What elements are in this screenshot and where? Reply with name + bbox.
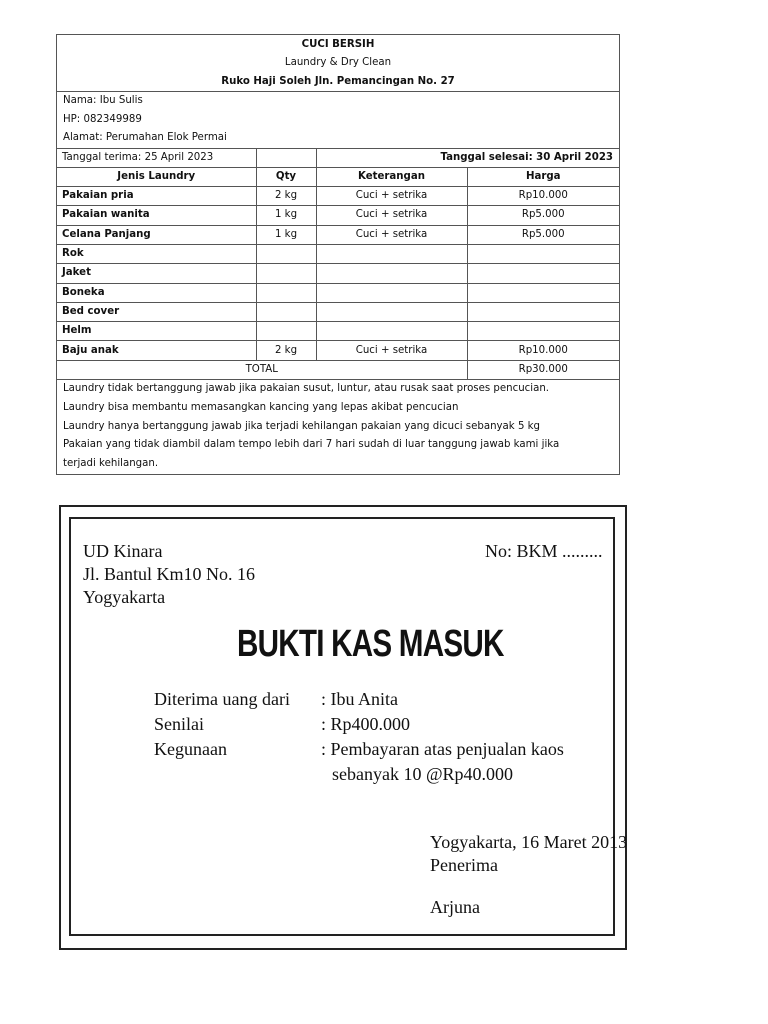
item-qty xyxy=(256,302,316,321)
table-row xyxy=(57,283,619,302)
column-header: Harga xyxy=(467,167,619,186)
item-price: Rp10.000 xyxy=(467,187,619,206)
shop-name: CUCI BERSIH xyxy=(301,39,375,50)
receiver-label: Penerima xyxy=(430,855,498,875)
company-street: Jl. Bantul Km10 No. 16 xyxy=(83,564,256,584)
item-price: Rp5.000 xyxy=(467,225,619,244)
item-type: Jaket xyxy=(57,264,256,283)
item-description: Cuci + setrika xyxy=(316,187,467,206)
item-qty: 1 kg xyxy=(256,225,316,244)
item-type: Celana Panjang xyxy=(57,225,256,244)
item-type: Pakaian pria xyxy=(57,187,256,206)
item-qty xyxy=(256,283,316,302)
column-header: Qty xyxy=(256,167,316,186)
table-row xyxy=(57,206,619,225)
receiver-name: Arjuna xyxy=(430,897,480,917)
note-line: Laundry tidak bertanggung jawab jika pakaian susut, luntur, atau rusak saat proses pencucian. xyxy=(63,383,550,395)
shop-address: Ruko Haji Soleh Jln. Pemancingan No. 27 xyxy=(221,76,455,87)
laundry-items-table xyxy=(57,149,619,381)
item-qty: 2 kg xyxy=(256,187,316,206)
item-qty xyxy=(256,264,316,283)
item-qty xyxy=(256,244,316,263)
amount-value: : Rp400.000 xyxy=(321,714,411,734)
note-line: Pakaian yang tidak diambil dalam tempo lebih dari 7 hari sudah di luar tanggung jawab kami jika xyxy=(63,439,560,451)
purpose-value-continued: sebanyak 10 @Rp40.000 xyxy=(332,764,514,784)
shop-subtitle: Laundry & Dry Clean xyxy=(284,57,392,68)
customer-phone: HP: 082349989 xyxy=(63,113,142,125)
column-header: Keterangan xyxy=(316,167,467,186)
item-qty: 1 kg xyxy=(256,206,316,225)
column-header: Jenis Laundry xyxy=(57,167,256,186)
place-date: Yogyakarta, 16 Maret 2013 xyxy=(430,832,628,852)
receipt-number: No: BKM ......... xyxy=(485,541,603,561)
item-description: Cuci + setrika xyxy=(316,225,467,244)
cash-receipt xyxy=(69,517,628,936)
company-city: Yogyakarta xyxy=(83,587,166,607)
item-qty xyxy=(256,322,316,341)
item-description: Cuci + setrika xyxy=(316,341,467,360)
date-received: Tanggal terima: 25 April 2023 xyxy=(57,149,256,168)
item-description xyxy=(316,322,467,341)
received-from-label: Diterima uang dari xyxy=(154,689,290,709)
item-description: Cuci + setrika xyxy=(316,206,467,225)
item-price xyxy=(467,264,619,283)
received-from-value: : Ibu Anita xyxy=(321,689,398,709)
table-row xyxy=(57,264,619,283)
total-label: TOTAL xyxy=(57,360,467,379)
table-row xyxy=(57,302,619,321)
receipt-header xyxy=(57,35,619,92)
item-description xyxy=(316,264,467,283)
item-price: Rp10.000 xyxy=(467,341,619,360)
item-price xyxy=(467,322,619,341)
total-value: Rp30.000 xyxy=(467,360,619,379)
item-price xyxy=(467,283,619,302)
company-name: UD Kinara xyxy=(83,541,163,561)
table-row xyxy=(57,341,619,360)
table-header-row xyxy=(57,167,619,186)
customer-info xyxy=(57,92,619,149)
table-row xyxy=(57,244,619,263)
item-type: Helm xyxy=(57,322,256,341)
item-type: Bed cover xyxy=(57,302,256,321)
item-description xyxy=(316,302,467,321)
cash-receipt-frame xyxy=(59,505,627,950)
item-type: Boneka xyxy=(57,283,256,302)
note-line: terjadi kehilangan. xyxy=(63,458,159,470)
item-description xyxy=(316,244,467,263)
note-line: Laundry bisa membantu memasangkan kancing yang lepas akibat pencucian xyxy=(63,401,459,413)
item-price xyxy=(467,302,619,321)
date-finished: Tanggal selesai: 30 April 2023 xyxy=(316,149,619,168)
receipt-title: BUKTI KAS MASUK xyxy=(237,623,504,665)
table-row xyxy=(57,187,619,206)
customer-address: Alamat: Perumahan Elok Permai xyxy=(63,132,227,143)
laundry-receipt xyxy=(56,34,620,475)
total-row xyxy=(57,360,619,379)
item-type: Baju anak xyxy=(57,341,256,360)
purpose-value: : Pembayaran atas penjualan kaos xyxy=(321,739,564,759)
table-row xyxy=(57,322,619,341)
item-type: Pakaian wanita xyxy=(57,206,256,225)
purpose-label: Kegunaan xyxy=(154,739,227,759)
note-line: Laundry hanya bertanggung jawab jika terjadi kehilangan pakaian yang dicuci sebanyak 5 kg xyxy=(63,420,541,432)
item-qty: 2 kg xyxy=(256,341,316,360)
customer-name: Nama: Ibu Sulis xyxy=(63,95,143,106)
amount-label: Senilai xyxy=(154,714,204,734)
date-row xyxy=(57,149,619,168)
table-row xyxy=(57,225,619,244)
item-price: Rp5.000 xyxy=(467,206,619,225)
item-description xyxy=(316,283,467,302)
item-type: Rok xyxy=(57,244,256,263)
receipt-notes xyxy=(57,380,619,474)
item-price xyxy=(467,244,619,263)
